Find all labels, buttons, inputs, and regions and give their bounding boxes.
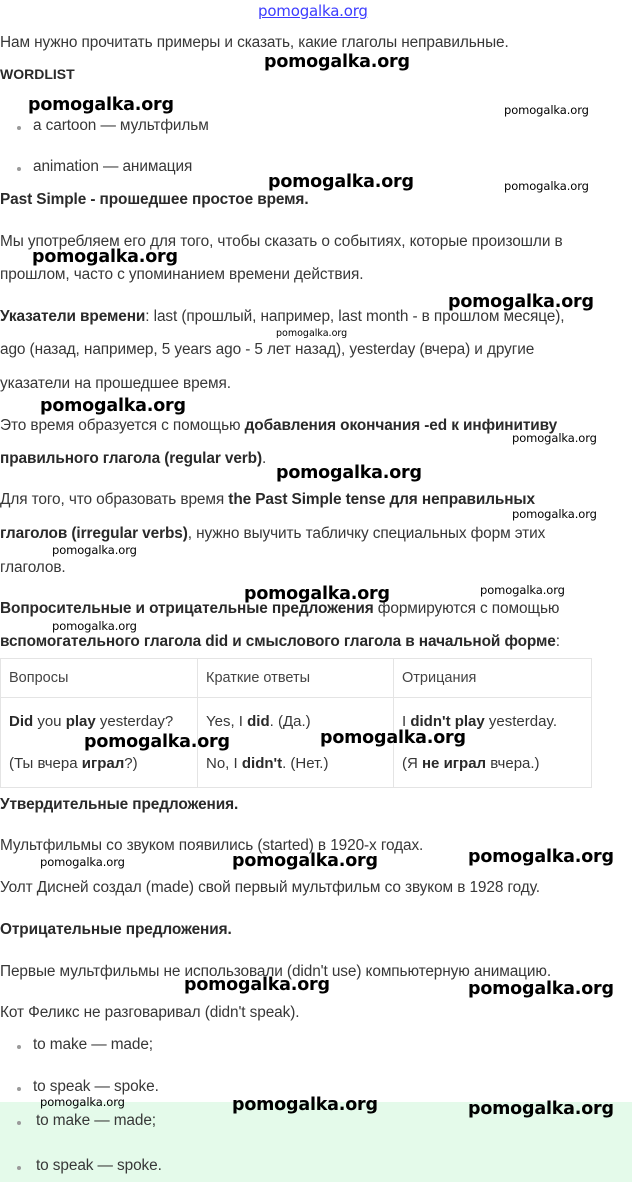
wordlist-heading: WORDLIST: [0, 66, 75, 82]
watermark-text: pomogalka.org: [468, 847, 614, 867]
watermark-text: pomogalka.org: [512, 507, 597, 521]
table-cell: Yes, I did. (Да.): [206, 713, 311, 730]
usage-text-line: Мы употребляем его для того, чтобы сказать о событиях, которые произошли в: [0, 233, 563, 250]
bullet-icon: [17, 1166, 21, 1170]
watermark-text: pomogalka.org: [40, 396, 186, 416]
watermark-text: pomogalka.org: [276, 328, 348, 339]
negative-heading: Отрицательные предложения.: [0, 921, 232, 938]
bullet-icon: [17, 1045, 21, 1049]
bullet-icon: [17, 1087, 21, 1091]
site-logo-link[interactable]: pomogalka.org: [258, 2, 368, 20]
watermark-text: pomogalka.org: [468, 1099, 614, 1119]
table-header: Вопросы: [9, 670, 69, 686]
bullet-icon: [17, 1121, 21, 1125]
formation-line: правильного глагола (regular verb).: [0, 450, 267, 467]
usage-text-line: прошлом, часто с упоминанием времени действия.: [0, 266, 364, 283]
affirmative-heading: Утвердительные предложения.: [0, 796, 239, 813]
watermark-text: pomogalka.org: [504, 103, 589, 117]
past-simple-heading: Past Simple - прошедшее простое время.: [0, 191, 309, 208]
time-markers-line: указатели на прошедшее время.: [0, 375, 231, 392]
negative-sentence: Первые мультфильмы не использовали (didn't use) компьютерную анимацию.: [0, 963, 551, 980]
wordlist-item: a cartoon — мультфильм: [33, 117, 209, 134]
watermark-text: pomogalka.org: [52, 619, 137, 633]
watermark-text: pomogalka.org: [264, 52, 410, 72]
negative-sentence: Кот Феликс не разговаривал (didn't speak).: [0, 1004, 300, 1021]
answer-verb-item: to speak — spoke.: [36, 1157, 162, 1174]
affirmative-sentence: Уолт Дисней создал (made) свой первый мультфильм со звуком в 1928 году.: [0, 879, 540, 896]
watermark-text: pomogalka.org: [28, 95, 174, 115]
irregular-line: глаголов.: [0, 559, 66, 576]
watermark-text: pomogalka.org: [232, 1095, 378, 1115]
table-cell: No, I didn't. (Нет.): [206, 755, 329, 772]
intro-text: Нам нужно прочитать примеры и сказать, какие глаголы неправильные.: [0, 34, 509, 51]
answer-verb-item: to make — made;: [36, 1112, 156, 1129]
watermark-text: pomogalka.org: [504, 179, 589, 193]
table-header: Краткие ответы: [206, 670, 311, 686]
irregular-line: глаголов (irregular verbs), нужно выучить табличку специальных форм этих: [0, 525, 546, 542]
grammar-table: [0, 658, 592, 788]
table-cell: (Ты вчера играл?): [9, 755, 138, 772]
bullet-icon: [17, 126, 21, 130]
watermark-text: pomogalka.org: [276, 463, 422, 483]
watermark-text: pomogalka.org: [244, 584, 390, 604]
watermark-text: pomogalka.org: [448, 292, 594, 312]
watermark-text: pomogalka.org: [512, 431, 597, 445]
watermark-text: pomogalka.org: [468, 979, 614, 999]
verb-item: to make — made;: [33, 1036, 153, 1053]
formation-line: Это время образуется с помощью добавления окончания -ed к инфинитиву: [0, 417, 558, 434]
verb-item: to speak — spoke.: [33, 1078, 159, 1095]
questions-line: вспомогательного глагола did и смыслового глагола в начальной форме:: [0, 633, 560, 650]
time-markers-label: Указатели времени: [0, 308, 146, 325]
table-header: Отрицания: [402, 670, 477, 686]
watermark-text: pomogalka.org: [32, 247, 178, 267]
bullet-icon: [17, 167, 21, 171]
watermark-text: pomogalka.org: [52, 543, 137, 557]
table-cell: Did you play yesterday?: [9, 713, 174, 730]
wordlist-item: animation — анимация: [33, 158, 193, 175]
affirmative-sentence: Мультфильмы со звуком появились (started) в 1920-х годах.: [0, 837, 424, 854]
watermark-text: pomogalka.org: [268, 172, 414, 192]
questions-line: Вопросительные и отрицательные предложения формируются с помощью: [0, 600, 560, 617]
watermark-text: pomogalka.org: [84, 732, 230, 752]
table-cell: (Я не играл вчера.): [402, 755, 540, 772]
irregular-line: Для того, что образовать время the Past Simple tense для неправильных: [0, 491, 535, 508]
time-markers-line: Указатели времени: last (прошлый, например, last month - в прошлом месяце),: [0, 308, 565, 325]
time-markers-line: ago (назад, например, 5 years ago - 5 лет назад), yesterday (вчера) и другие: [0, 341, 535, 358]
watermark-text: pomogalka.org: [40, 855, 125, 869]
watermark-text: pomogalka.org: [480, 583, 565, 597]
watermark-text: pomogalka.org: [184, 975, 330, 995]
table-cell: I didn't play yesterday.: [402, 713, 558, 730]
watermark-text: pomogalka.org: [232, 851, 378, 871]
watermark-text: pomogalka.org: [320, 728, 466, 748]
watermark-text: pomogalka.org: [40, 1095, 125, 1109]
